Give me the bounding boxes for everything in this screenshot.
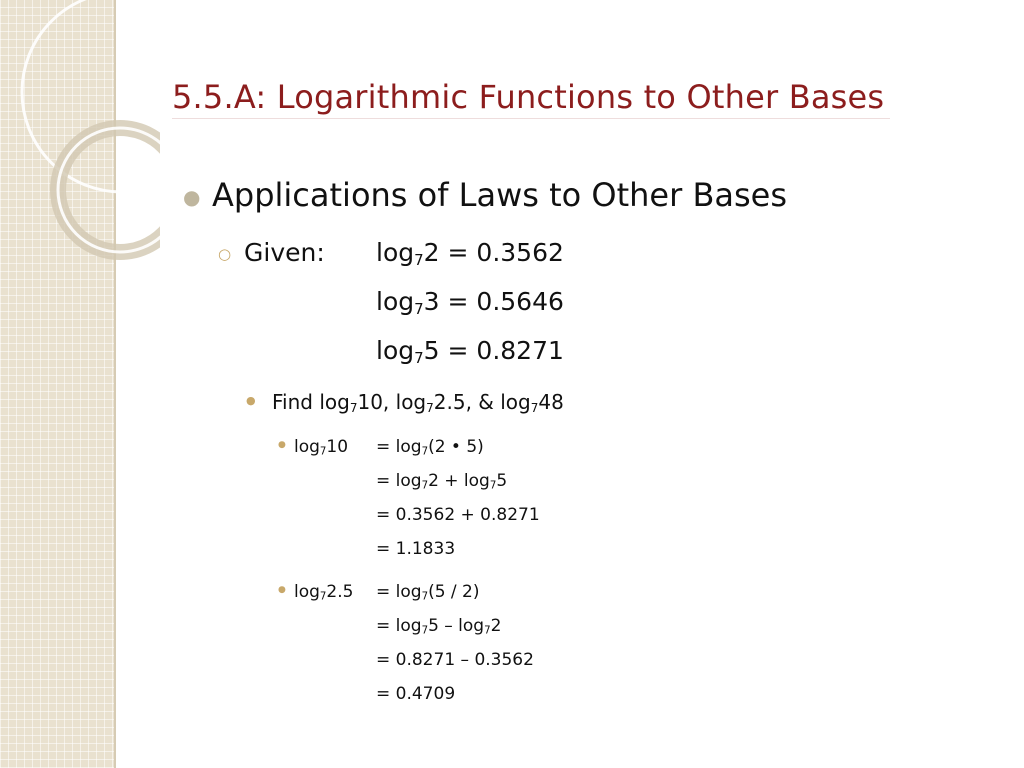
given-line-1: $\log_72 = 0.3562$: [376, 238, 564, 269]
find-bullet-text: Find $\log_710$, $\log_72.5$, & $\log_748$: [272, 390, 564, 415]
decorative-arcs: [0, 0, 160, 300]
bullet-dot-icon: ●: [183, 185, 201, 209]
small-dot-bullet-icon: ●: [278, 585, 286, 595]
example1-step-1: = $\log_7(2$ • 5): [376, 437, 484, 458]
example2-step-2: = $\log_75 - \log_72$: [376, 616, 502, 637]
slide-title: 5.5.A: Logarithmic Functions to Other Bases: [172, 78, 885, 116]
example2-step-4: = 0.4709: [376, 684, 456, 704]
example1-step-2: = $\log_72 + \log_75$: [376, 471, 508, 492]
example1-step-3: = 0.3562 + 0.8271: [376, 505, 540, 525]
example1-step-4: = 1.1833: [376, 539, 456, 559]
small-dot-bullet-icon: ●: [246, 394, 256, 407]
given-label: Given:: [244, 238, 325, 267]
given-line-3: $\log_75 = 0.8271$: [376, 336, 564, 367]
example2-lhs: $\log_72.5$: [294, 582, 354, 603]
example1-lhs: $\log_710$: [294, 437, 349, 458]
arc-outer: [22, 0, 160, 192]
small-dot-bullet-icon: ●: [278, 440, 286, 450]
given-line-2: $\log_73 = 0.5646$: [376, 287, 564, 318]
example2-step-3: = 0.8271 – 0.3562: [376, 650, 534, 670]
level1-bullet-text: Applications of Laws to Other Bases: [212, 176, 788, 214]
hollow-circle-bullet-icon: ○: [218, 245, 232, 263]
example2-step-1: = $\log_7(5 / 2)$: [376, 582, 480, 603]
title-underline: [172, 118, 890, 119]
